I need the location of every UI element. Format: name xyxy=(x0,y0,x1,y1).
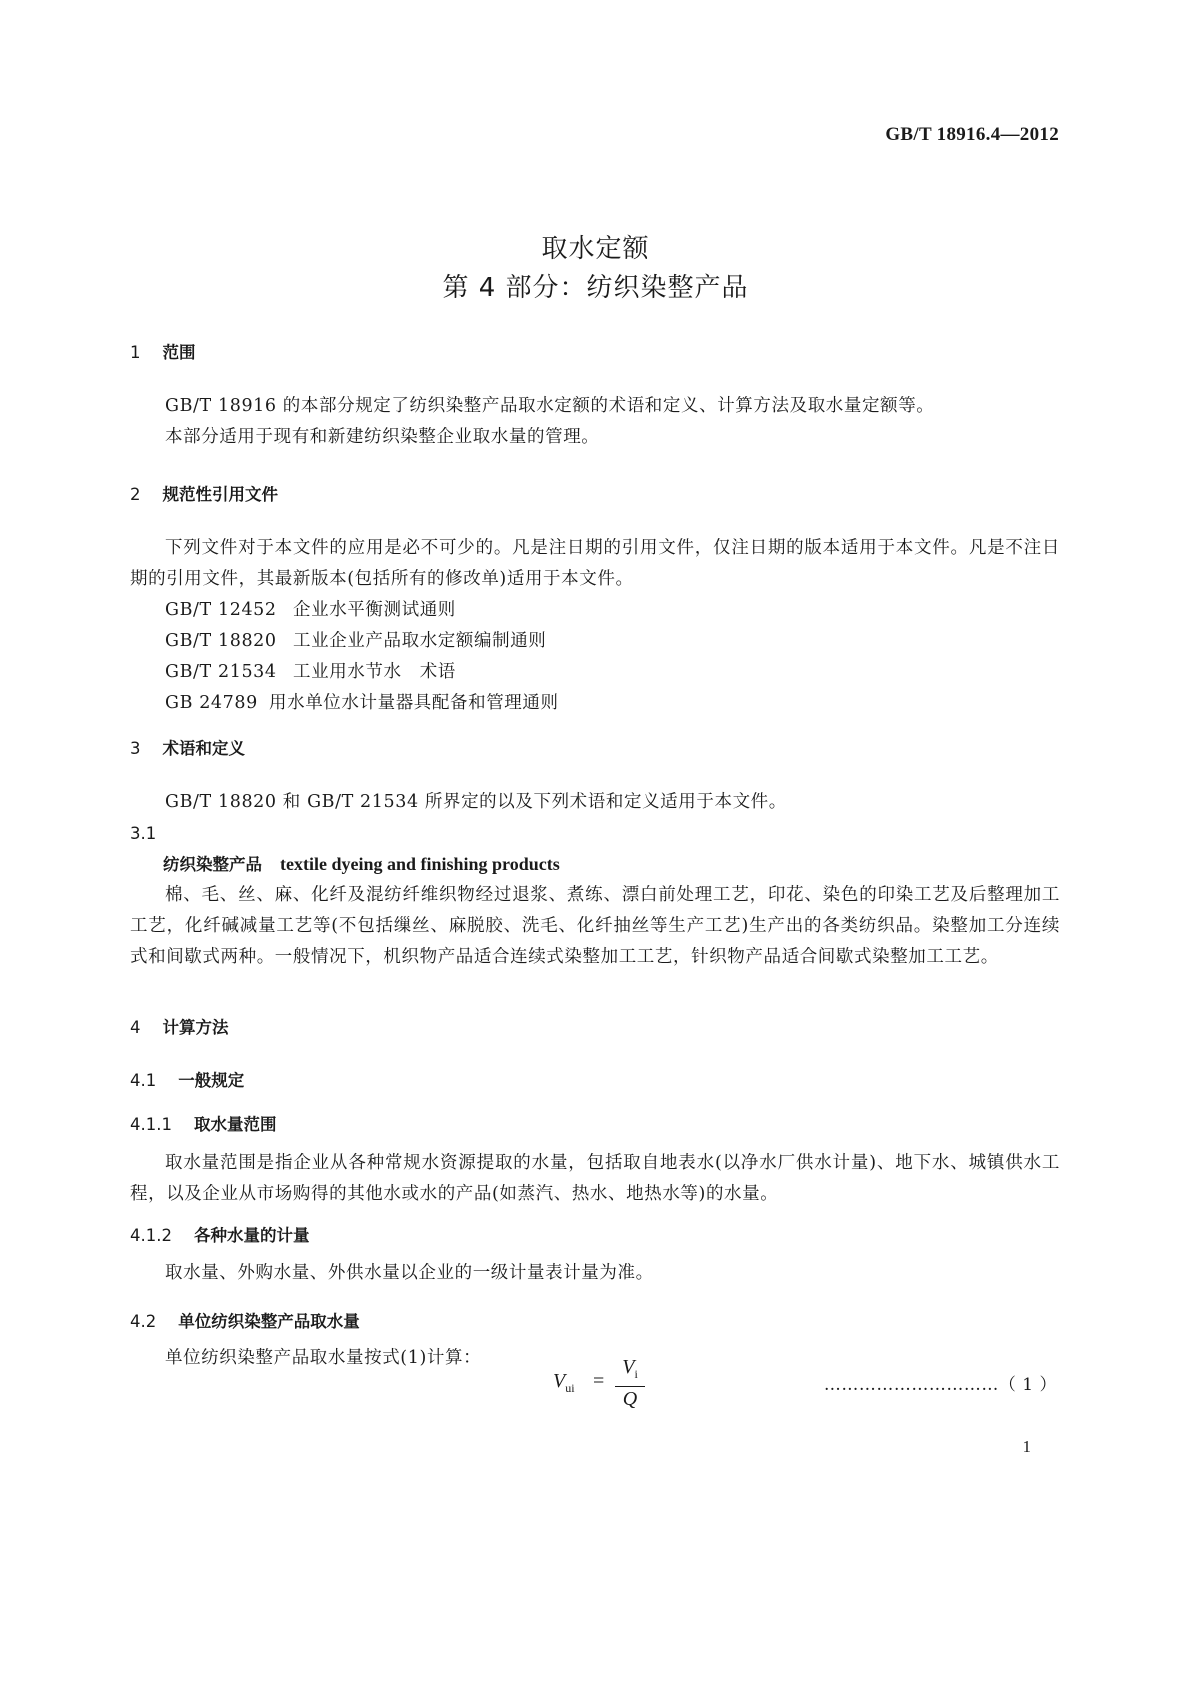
section-title: 一般规定 xyxy=(178,1071,245,1090)
formula-equals: = xyxy=(593,1370,605,1392)
formula-fraction xyxy=(615,1356,645,1410)
section-3-heading xyxy=(130,735,1060,759)
paragraph: 本部分适用于现有和新建纺织染整企业取水量的管理。 xyxy=(165,427,600,447)
term-name xyxy=(130,849,1060,880)
reference-item xyxy=(130,688,1060,719)
reference-code: GB/T 21534 xyxy=(165,662,277,682)
section-title: 范围 xyxy=(162,343,196,362)
reference-code: GB/T 18820 xyxy=(165,631,277,651)
section-1-body xyxy=(130,391,1060,453)
paragraph: GB/T 18916 的本部分规定了纺织染整产品取水定额的术语和定义、计算方法及取水量定额等。 xyxy=(165,396,935,416)
section-title: 计算方法 xyxy=(162,1018,229,1037)
section-4-2-heading xyxy=(130,1308,1060,1332)
reference-title: 用水单位水计量器具配备和管理通则 xyxy=(269,693,559,713)
reference-item xyxy=(130,626,1060,657)
paragraph: 取水量范围是指企业从各种常规水资源提取的水量，包括取自地表水(以净水厂供水计量)、地下水、城镇供水工程，以及企业从市场购得的其他水或水的产品(如蒸汽、热水、地热水等)的水量。 xyxy=(130,1153,1060,1204)
reference-code: GB/T 12452 xyxy=(165,600,277,620)
section-number: 4.1.1 xyxy=(130,1115,172,1134)
section-2-body xyxy=(130,533,1060,719)
page-number: 1 xyxy=(1022,1437,1031,1456)
formula-numerator: $V_i$ xyxy=(622,1356,638,1381)
section-number: 4 xyxy=(130,1018,141,1037)
paragraph: 取水量、外购水量、外供水量以企业的一级计量表计量为准。 xyxy=(165,1263,654,1283)
section-number: 1 xyxy=(130,343,141,362)
section-4-heading xyxy=(130,1014,1060,1038)
term-number: 3.1 xyxy=(130,824,157,843)
reference-code: GB 24789 xyxy=(165,693,258,713)
term-chinese: 纺织染整产品 xyxy=(163,855,262,874)
reference-item xyxy=(130,657,1060,688)
section-4-1-1-heading xyxy=(130,1111,1060,1135)
term-english: textile dyeing and finishing products xyxy=(280,854,560,874)
section-title: 取水量范围 xyxy=(193,1115,277,1134)
reference-title: 企业水平衡测试通则 xyxy=(293,600,456,620)
section-4-1-heading xyxy=(130,1067,1060,1091)
section-4-1-2-body xyxy=(130,1258,1060,1289)
paragraph: 下列文件对于本文件的应用是必不可少的。凡是注日期的引用文件，仅注日期的版本适用于本文件。凡是不注日期的引用文件，其最新版本(包括所有的修改单)适用于本文件。 xyxy=(130,538,1060,589)
doc-subtitle: 第 4 部分：纺织染整产品 xyxy=(442,273,749,303)
section-title: 规范性引用文件 xyxy=(162,485,278,504)
section-number: 3 xyxy=(130,739,141,758)
doc-title: 取水定额 xyxy=(541,234,650,264)
section-4-1-2-heading xyxy=(130,1222,1060,1246)
section-number: 4.2 xyxy=(130,1312,157,1331)
section-4-1-1-body xyxy=(130,1148,1060,1210)
fraction-bar xyxy=(615,1386,645,1387)
section-title: 各种水量的计量 xyxy=(193,1226,310,1245)
paragraph: 单位纺织染整产品取水量按式(1)计算： xyxy=(165,1348,482,1368)
paragraph: GB/T 18820 和 GB/T 21534 所界定的以及下列术语和定义适用于本文件。 xyxy=(165,792,787,812)
section-number: 4.1.2 xyxy=(130,1226,172,1245)
formula-lhs: $V_{ui}$ xyxy=(553,1370,575,1395)
formula-denominator: Q xyxy=(622,1388,638,1410)
section-title: 单位纺织染整产品取水量 xyxy=(178,1312,360,1331)
standard-code: GB/T 18916.4—2012 xyxy=(885,124,1059,145)
term-definition: 棉、毛、丝、麻、化纤及混纺纤维织物经过退浆、煮练、漂白前处理工艺，印花、染色的印染工艺及后整理加工工艺，化纤碱减量工艺等(不包括缫丝、麻脱胶、洗毛、化纤抽丝等生产工艺)生产出的各类纺织品。染整加工分连续式和间歇式两种。一般情况下，机织物产品适合连续式染整加工工艺，针织物产品适合间歇式染整加工工艺。 xyxy=(130,885,1060,967)
reference-title: 工业用水节水 术语 xyxy=(293,662,456,682)
section-3-body xyxy=(130,787,1060,973)
section-number: 4.1 xyxy=(130,1071,157,1090)
section-1-heading xyxy=(130,339,1060,363)
equation-number: …………………………（ 1 ） xyxy=(823,1375,1057,1395)
section-title: 术语和定义 xyxy=(162,739,245,758)
reference-title: 工业企业产品取水定额编制通则 xyxy=(293,631,547,651)
reference-item xyxy=(130,595,1060,626)
section-2-heading xyxy=(130,481,1060,505)
section-number: 2 xyxy=(130,485,141,504)
